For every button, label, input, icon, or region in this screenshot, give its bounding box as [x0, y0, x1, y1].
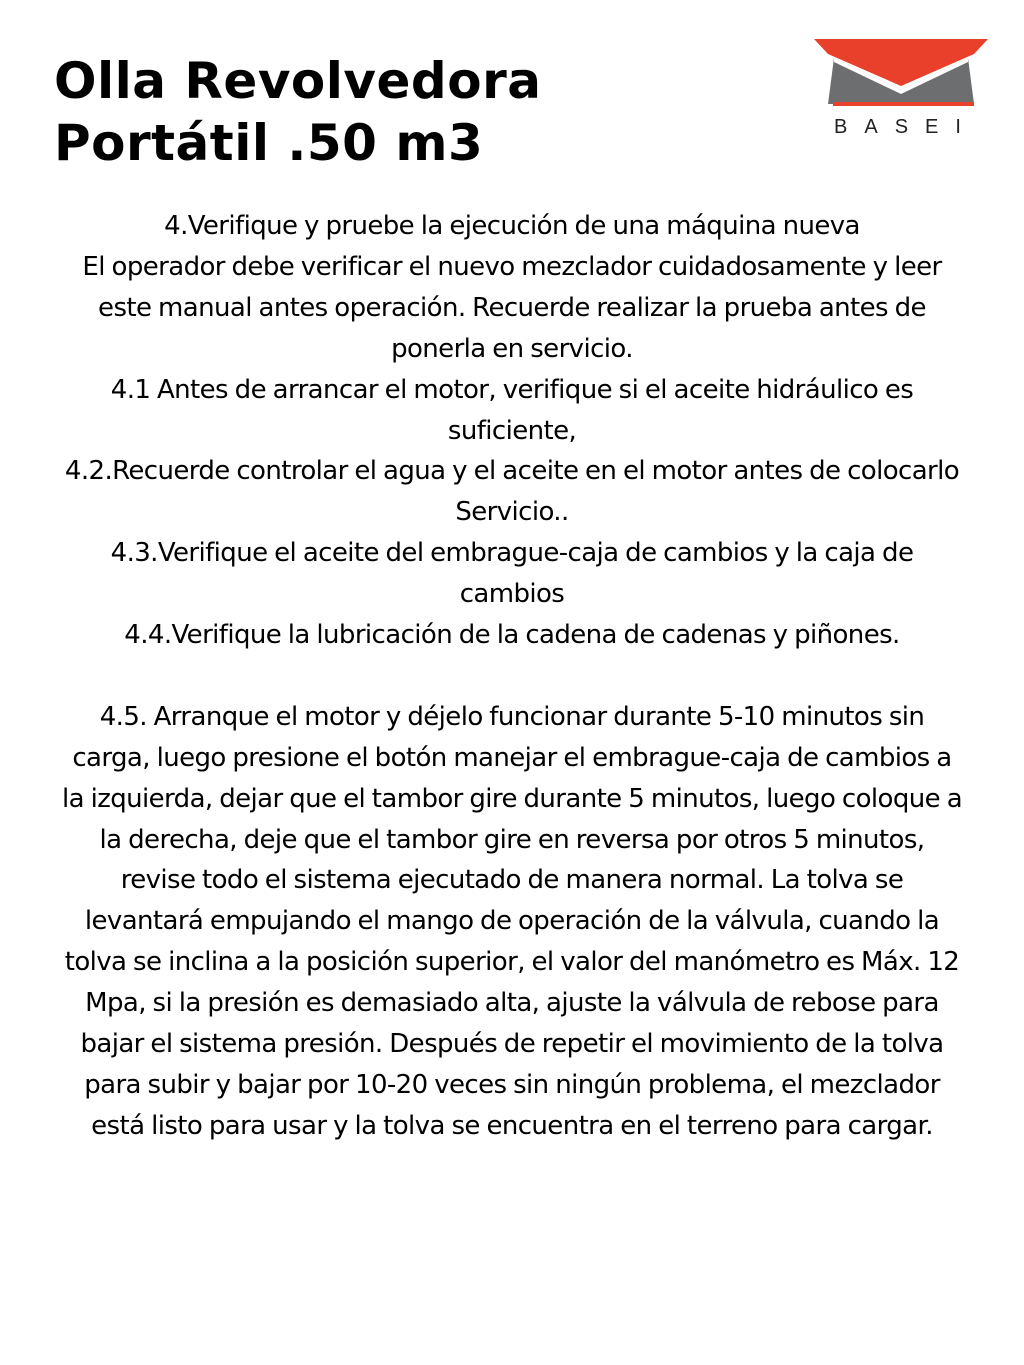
- logo-wordmark: BASEI: [834, 116, 978, 138]
- step-4-3: 4.3.Verifique el aceite del embrague-caja de cambios y la caja de cambios: [110, 538, 914, 610]
- step-4-1: 4.1 Antes de arrancar el motor, verifique si el aceite hidráulico es suficiente,: [110, 374, 914, 446]
- paragraph-spacer: [60, 656, 964, 697]
- basei-logo: [812, 36, 990, 146]
- step-4-4: 4.4.Verifique la lubricación de la cadena de cadenas y piñones.: [124, 620, 900, 651]
- logo-red-line-icon: [833, 102, 974, 106]
- intro-paragraph: El operador debe verificar el nuevo mezclador cuidadosamente y leer este manual antes operación. Recuerde realizar la prueba antes de ponerla en servicio.: [82, 251, 942, 364]
- instructions-body: [60, 206, 964, 1147]
- title-line-2: Portátil .50 m3: [54, 114, 484, 172]
- page-title: [54, 50, 541, 174]
- section-heading: 4.Verifique y pruebe la ejecución de una máquina nueva: [164, 211, 860, 241]
- basei-logo-mark-icon: [812, 36, 990, 112]
- step-4-5: 4.5. Arranque el motor y déjelo funcionar durante 5-10 minutos sin carga, luego presione el botón manejar el embrague-caja de cambios a la izquierda, dejar que el tambor gire durante 5 minutos, luego coloque a la derecha, deje que el tambor gire en reversa por otros 5 minutos, revise todo el sistema ejecutado de manera normal. La tolva se levantará empujando el mango de operación de la válvula, cuando la tolva se inclina a la posición superior, el valor del manómetro es Máx. 12 Mpa, si la presión es demasiado alta, ajuste la válvula de rebose para bajar el sistema presión. Después de repetir el movimiento de la tolva para subir y bajar por 10-20 veces sin ningún problema, el mezclador está listo para usar y la tolva se encuentra en el terreno para cargar.: [61, 701, 963, 1141]
- step-4-2: 4.2.Recuerde controlar el agua y el aceite en el motor antes de colocarlo Servicio..: [64, 456, 960, 528]
- title-line-1: Olla Revolvedora: [54, 52, 542, 110]
